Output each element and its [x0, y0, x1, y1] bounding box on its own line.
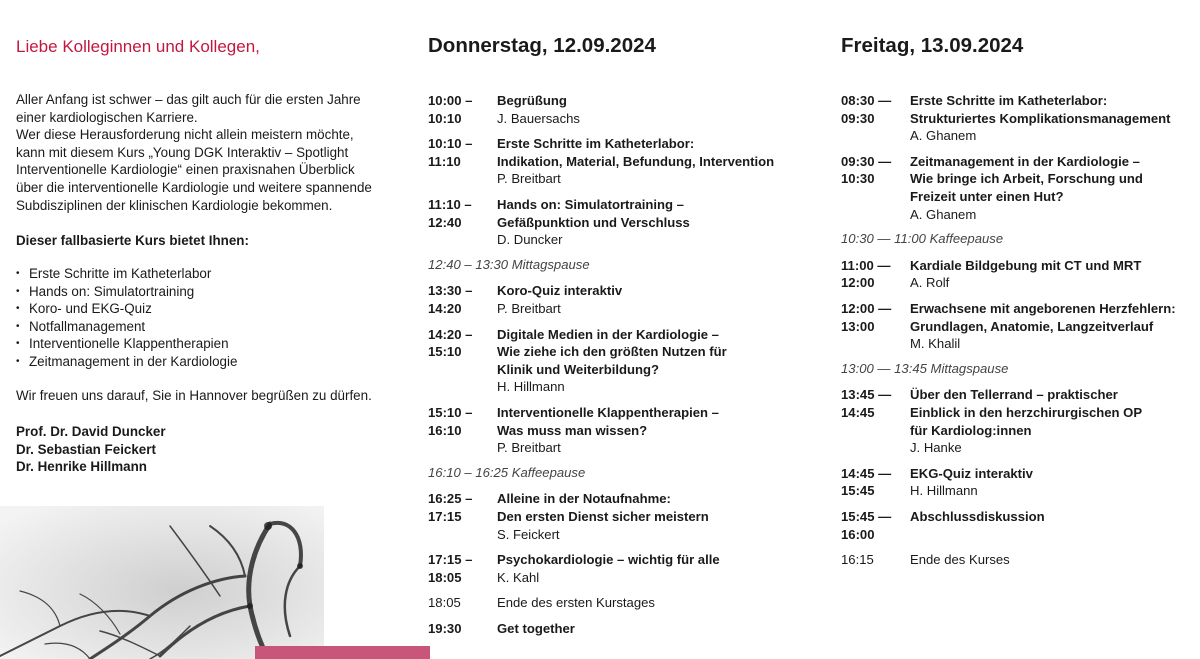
session-title: Erste Schritte im Katheterlabor:	[497, 136, 695, 152]
entry-body	[910, 257, 1141, 292]
speaker-name: M. Khalil	[910, 336, 961, 352]
time-line: 09:30	[841, 110, 875, 126]
entry-time	[841, 257, 903, 292]
speaker-name: S. Feickert	[497, 526, 560, 542]
speaker-name: P. Breitbart	[497, 171, 561, 187]
time-line: 12:00	[841, 275, 875, 291]
time-line: 09:30 —	[841, 153, 892, 169]
closing-text: Wir freuen uns darauf, Sie in Hannover begrüßen zu dürfen.	[16, 388, 372, 403]
time-line: 14:20 –	[428, 326, 473, 342]
session-title: Freizeit unter einen Hut?	[910, 188, 1064, 204]
time-line: 14:20	[428, 300, 462, 316]
entry-body	[910, 92, 1170, 145]
entry-body	[497, 326, 727, 396]
list-item: • Zeitmanagement in der Kardiologie	[16, 353, 237, 371]
session-title: Klinik und Weiterbildung?	[497, 361, 659, 377]
session-title: Begrüßung	[497, 93, 567, 108]
session-title: Wie ziehe ich den größten Nutzen für	[497, 344, 727, 360]
time-line: 13:30 –	[428, 283, 473, 299]
time-line: 19:30	[428, 621, 462, 636]
session-title: Hands on: Simulatortraining –	[497, 197, 684, 212]
time-line: 11:10	[428, 153, 461, 169]
entry-body	[497, 620, 575, 638]
entry-body	[497, 551, 720, 586]
signer-name: Prof. Dr. David Duncker	[16, 424, 166, 439]
time-line: 16:25 –	[428, 491, 473, 507]
session-title: Gefäßpunktion und Verschluss	[497, 214, 690, 230]
time-line: 16:00	[841, 526, 875, 542]
session-title: Erste Schritte im Katheterlabor:	[910, 93, 1108, 108]
entry-body	[497, 594, 655, 612]
session-title: Kardiale Bildgebung mit CT und MRT	[910, 257, 1142, 273]
entry-time	[428, 282, 490, 317]
session-title: Den ersten Dienst sicher meistern	[497, 508, 709, 524]
entry-text: Ende des Kurses	[910, 552, 1010, 568]
entry-body	[910, 153, 1143, 223]
list-item: • Erste Schritte im Katheterlabor	[16, 265, 237, 283]
session-title: Psychokardiologie – wichtig für alle	[497, 552, 720, 568]
entry-time	[841, 300, 903, 335]
angiography-image	[0, 506, 324, 659]
time-line: 10:00 –	[428, 93, 473, 108]
time-line: 15:45	[841, 483, 875, 499]
speaker-name: K. Kahl	[497, 569, 540, 585]
session-title: Get together	[497, 621, 575, 636]
speaker-name: A. Rolf	[910, 275, 950, 291]
entry-body	[497, 135, 774, 188]
time-line: 12:40	[428, 214, 462, 230]
time-line: 14:45 —	[841, 465, 892, 481]
time-line: 11:10 –	[428, 197, 472, 212]
session-title: Grundlagen, Anatomie, Langzeitverlauf	[910, 318, 1154, 334]
break-row: 13:00 — 13:45 Mittagspause	[841, 360, 1009, 376]
intro-text	[16, 91, 376, 214]
session-title: Zeitmanagement in der Kardiologie –	[910, 153, 1140, 169]
time-line: 17:15 –	[428, 552, 473, 568]
speaker-name: H. Hillmann	[497, 379, 565, 395]
speaker-name: J. Bauersachs	[497, 110, 580, 126]
entry-body	[910, 386, 1142, 456]
entry-body	[497, 196, 690, 249]
intro-paragraph: Aller Anfang ist schwer – das gilt auch für die ersten Jahre einer kardiologischen Karriere.	[16, 92, 361, 125]
session-title: Was muss man wissen?	[497, 422, 648, 438]
entry-body	[497, 404, 719, 457]
list-item: • Koro- und EKG-Quiz	[16, 300, 237, 318]
session-title: Wie bringe ich Arbeit, Forschung und	[910, 171, 1143, 187]
speaker-name: P. Breitbart	[497, 440, 561, 456]
greeting: Liebe Kolleginnen und Kollegen,	[16, 37, 260, 56]
time-line: 10:10 –	[428, 136, 473, 152]
entry-time	[428, 551, 490, 586]
time-line: 12:00 —	[841, 301, 892, 316]
signer-name: Dr. Sebastian Feickert	[16, 441, 156, 457]
time-line: 13:00	[841, 318, 875, 334]
session-title: Interventionelle Klappentherapien –	[497, 405, 719, 420]
break-row: 10:30 — 11:00 Kaffeepause	[841, 231, 1004, 247]
topic-list	[16, 265, 237, 371]
entry-time	[841, 92, 903, 127]
time-line: 14:45	[841, 404, 875, 420]
entry-time	[428, 92, 490, 127]
session-title: Erwachsene mit angeborenen Herzfehlern:	[910, 301, 1176, 316]
speaker-name: H. Hillmann	[910, 483, 978, 499]
session-title: Abschlussdiskussion	[910, 509, 1045, 524]
list-item: • Notfallmanagement	[16, 318, 237, 336]
entry-body	[497, 490, 709, 543]
entry-time	[428, 196, 490, 231]
entry-body	[910, 300, 1176, 353]
entry-body	[910, 551, 1010, 569]
time-line: 10:30	[841, 171, 875, 187]
session-title: Über den Tellerrand – praktischer	[910, 387, 1118, 403]
accent-bar	[255, 646, 430, 659]
time-line: 17:15	[428, 508, 462, 524]
time-line: 16:15	[841, 552, 874, 568]
entry-text: Ende des ersten Kurstages	[497, 595, 655, 611]
session-title: für Kardiolog:innen	[910, 422, 1032, 438]
speaker-name: A. Ghanem	[910, 206, 977, 222]
signers	[16, 423, 166, 476]
break-row: 16:10 – 16:25 Kaffeepause	[428, 464, 586, 480]
session-title: Einblick in den herzchirurgischen OP	[910, 404, 1143, 420]
time-line: 15:45 —	[841, 509, 892, 524]
speaker-name: D. Duncker	[497, 232, 563, 248]
time-line: 18:05	[428, 595, 461, 611]
time-line: 13:45 —	[841, 387, 892, 403]
entry-time	[428, 135, 490, 170]
session-title: EKG-Quiz interaktiv	[910, 465, 1033, 481]
time-line: 10:10	[428, 110, 462, 126]
entry-time	[428, 404, 490, 439]
entry-body	[497, 92, 580, 127]
entry-time	[841, 508, 903, 543]
session-title: Alleine in der Notaufnahme:	[497, 491, 671, 507]
time-line: 16:10	[428, 422, 462, 438]
entry-time	[428, 620, 490, 638]
break-row: 12:40 – 13:30 Mittagspause	[428, 256, 590, 272]
time-line: 11:00 —	[841, 257, 891, 273]
session-title: Digitale Medien in der Kardiologie –	[497, 326, 719, 342]
entry-time	[841, 386, 903, 421]
entry-time	[428, 594, 490, 612]
entry-body	[497, 282, 622, 317]
speaker-name: A. Ghanem	[910, 128, 977, 144]
entry-time	[428, 326, 490, 361]
day-heading: Donnerstag, 12.09.2024	[428, 34, 656, 57]
time-line: 15:10	[428, 344, 462, 360]
list-item: • Interventionelle Klappentherapien	[16, 335, 237, 353]
speaker-name: P. Breitbart	[497, 300, 561, 316]
signer-name: Dr. Henrike Hillmann	[16, 459, 147, 475]
entry-body	[910, 508, 1045, 526]
time-line: 18:05	[428, 569, 462, 585]
time-line: 08:30 —	[841, 93, 892, 108]
offer-title: Dieser fallbasierte Kurs bietet Ihnen:	[16, 233, 249, 248]
entry-time	[428, 490, 490, 525]
entry-body	[910, 465, 1033, 500]
session-title: Strukturiertes Komplikationsmanagement	[910, 110, 1171, 126]
day-heading: Freitag, 13.09.2024	[841, 34, 1024, 57]
entry-time	[841, 153, 903, 188]
session-title: Koro-Quiz interaktiv	[497, 283, 623, 299]
session-title: Indikation, Material, Befundung, Intervention	[497, 153, 775, 169]
intro-paragraph: Wer diese Herausforderung nicht allein meistern möchte, kann mit diesem Kurs „Young DGK Interaktiv – Spotlight Interventionelle Kardiologie“ einen praxisnahen Überblick über die interventionelle Kardiologie und weitere spannende Subdisziplinen der klinischen Kardiologie bekommen.	[16, 127, 372, 213]
entry-time	[841, 551, 903, 569]
time-line: 15:10 –	[428, 405, 473, 420]
entry-time	[841, 465, 903, 500]
speaker-name: J. Hanke	[910, 440, 962, 456]
list-item: • Hands on: Simulatortraining	[16, 283, 237, 301]
